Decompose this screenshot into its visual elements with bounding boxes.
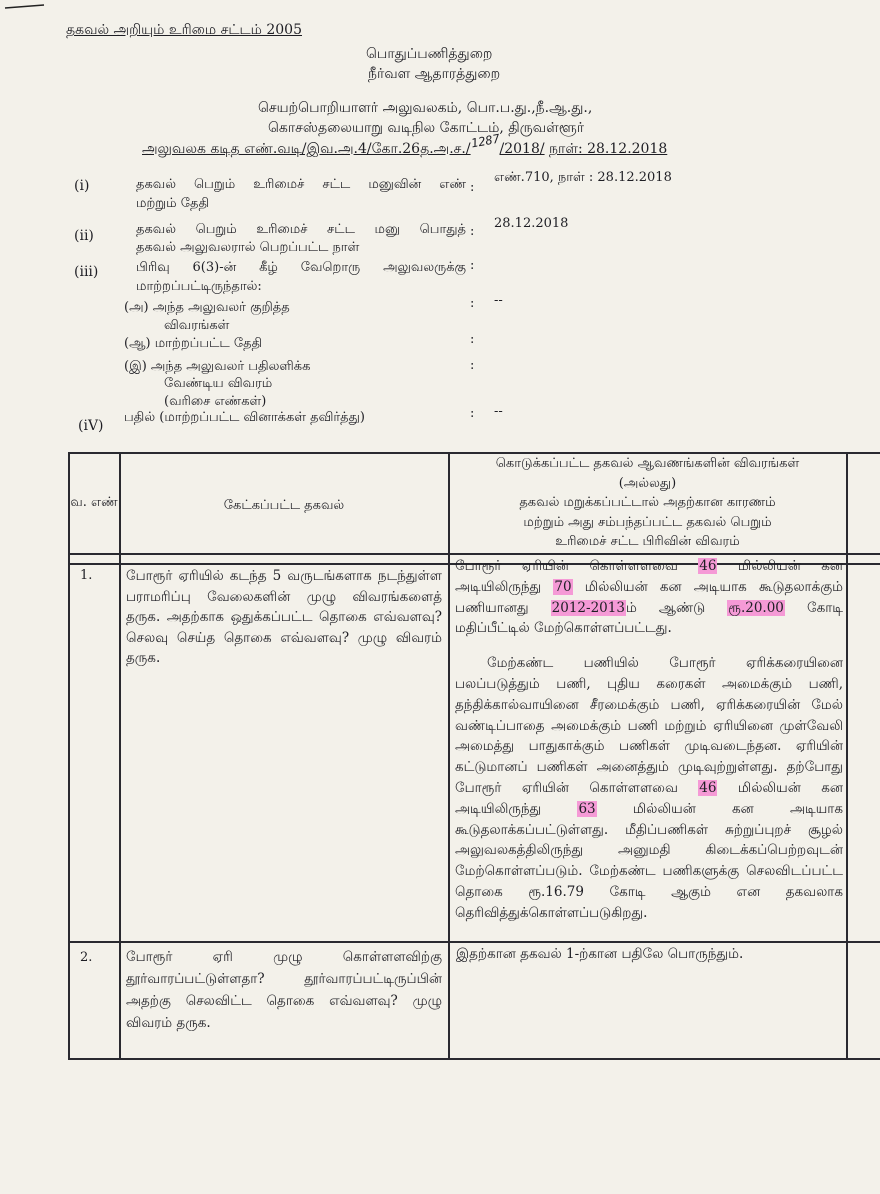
answer-text	[455, 556, 843, 924]
field-number: (i)	[74, 178, 90, 194]
question-text: போரூர் ஏரி முழு கொள்ளளவிற்கு தூர்வாரப்பட்டுள்ளதா? தூர்வாரப்பட்டிருப்பின் அதற்கு செலவிட்ட தொகை எவ்வளவு? முழு விவரம் தருக.	[126, 949, 442, 1031]
column-header-number: வ. எண்	[70, 495, 118, 510]
field-label: பதில் (மாற்றப்பட்ட வினாக்கள் தவிர்த்து)	[124, 410, 365, 425]
field-number: (iV)	[78, 418, 104, 434]
field-label: (இ) அந்த அலுவலர் பதிலளிக்க	[124, 359, 311, 374]
column-header-question: கேட்கப்பட்ட தகவல்	[223, 498, 345, 513]
highlighted-value: 2012-2013	[551, 599, 625, 616]
highlighted-value: 46	[699, 558, 717, 574]
row-number: 2.	[80, 950, 93, 965]
field-colon: :	[470, 358, 475, 373]
department-line-2: நீர்வள ஆதாரத்துறை	[368, 66, 501, 82]
answer-paragraph: மேற்கண்ட பணியில் போரூர் ஏரிக்கரையினை பலப்படுத்தும் பணி, புதிய கரைகள் அமைக்கும் பணி, தந்திக்கால்வாயினை சீரமைக்கும் பணி, ஏரிக்கரையின் மேல் வண்டிப்பாதை அமைக்கும் பணி மற்றும் ஏரியினை முள்வேலி அமைத்து பாதுகாக்கும் பணிகள் முடிவடைந்தன. ஏரியின் கட்டுமானப் பணிகள் அனைத்தும் முடிவுற்றுள்ளது. தற்போது போரூர் ஏரியின் கொள்ளளவை 46 மில்லியன் கன அடியிலிருந்து 63 மில்லியன் கன அடியாக கூடுதலாக்கப்பட்டுள்ளது. மீதிப்பணிகள் சுற்றுப்புறச் சூழல் அலுவலகத்திலிருந்து அனுமதி கிடைக்கப்பெற்றவுடன் மேற்கொள்ளப்படும். மேற்கண்ட பணிகளுக்கு செலவிடப்பட்ட தொகை ரூ.16.79 கோடி ஆகும் என தகவலாக தெரிவித்துக்கொள்ளப்படுகிறது.	[455, 655, 843, 921]
table-border	[846, 452, 848, 1059]
field-label: தகவல் பெறும் உரிமைச் சட்ட மனுவின் எண்	[136, 177, 466, 192]
field-number: (iii)	[74, 264, 99, 280]
row-number: 1.	[80, 568, 93, 583]
table-border	[68, 452, 70, 1059]
answer-paragraph: போரூர் ஏரியின் கொள்ளளவை 46 மில்லியன் கன அடியிலிருந்து 70 மில்லியன் கன அடியாக கூடுதலாக்கும் பணியானது 2012-2013ம் ஆண்டு ரூ.20.00 கோடி மதிப்பீட்டில் மேற்கொள்ளப்பட்டது.	[455, 558, 844, 637]
column-header-line: கொடுக்கப்பட்ட தகவல் ஆவணங்களின் விவரங்கள்	[495, 456, 800, 471]
table-border	[68, 553, 880, 555]
field-label: (வரிசை எண்கள்)	[164, 394, 267, 409]
table-border	[119, 452, 121, 1059]
field-colon: :	[470, 224, 475, 239]
field-value: --	[494, 404, 503, 419]
question-text: போரூர் ஏரியில் கடந்த 5 வருடங்களாக நடந்துள்ள பராமரிப்பு வேலைகளின் முழு விவரங்களைத் தருக. அதற்காக ஒதுக்கப்பட்ட தொகை எவ்வளவு? செலவு செய்த தொகை எவ்வளவு? முழு விவரம் தருக.	[126, 568, 442, 666]
field-colon: :	[470, 332, 475, 347]
field-label: மற்றும் தேதி	[136, 196, 210, 211]
field-label: பிரிவு 6(3)-ன் கீழ் வேறொரு அலுவலருக்கு	[136, 260, 466, 275]
letter-year: /2018/	[499, 141, 545, 157]
pen-mark-icon	[4, 4, 46, 10]
office-line-1: செயற்பொறியாளர் அலுவலகம், பொ.ப.து.,நீ.ஆ.து.,	[258, 100, 593, 116]
field-value: --	[494, 293, 503, 308]
field-colon: :	[470, 258, 475, 273]
column-header-answer	[450, 454, 845, 552]
letter-prefix: அலுவலக கடித எண்.வடி/இவ.அ.4/கோ.26த.அ.ச./	[142, 141, 471, 157]
field-value: 28.12.2018	[494, 216, 569, 231]
column-header-line: உரிமைச் சட்ட பிரிவின் விவரம்	[555, 534, 740, 549]
table-border	[68, 1058, 880, 1060]
field-label: (ஆ) மாற்றப்பட்ட தேதி	[124, 336, 263, 351]
act-title: தகவல் அறியும் உரிமை சட்டம் 2005	[66, 22, 302, 38]
highlighted-value: 63	[578, 800, 596, 817]
letter-reference	[142, 131, 732, 159]
column-header-line: (அல்லது)	[618, 475, 677, 491]
column-header-line: தகவல் மறுக்கப்பட்டால் அதற்கான காரணம்	[519, 495, 776, 510]
field-label: மாற்றப்பட்டிருந்தால்:	[136, 279, 262, 294]
field-number: (ii)	[74, 228, 94, 244]
field-colon: :	[470, 406, 475, 421]
highlighted-value: 46	[699, 779, 717, 796]
department-line-1: பொதுப்பணித்துறை	[366, 46, 493, 62]
column-header-line: மற்றும் அது சம்பந்தப்பட்ட தகவல் பெறும்	[523, 514, 772, 530]
office-line-2: கொசஸ்தலையாறு வடிநில கோட்டம், திருவள்ளூர்	[268, 120, 585, 136]
field-label: தகவல் அலுவலரால் பெறப்பட்ட நாள்	[136, 240, 360, 255]
answer-text: இதற்கான தகவல் 1-ற்கான பதிலே பொருந்தும்.	[456, 946, 744, 962]
field-label: வேண்டிய விவரம்	[164, 376, 273, 391]
letter-date: நாள்: 28.12.2018	[549, 141, 668, 157]
field-value: எண்.710, நாள் : 28.12.2018	[494, 170, 672, 185]
handwritten-number: 1287	[469, 131, 501, 151]
field-colon: :	[470, 296, 475, 311]
highlighted-value: 70	[554, 578, 572, 595]
field-colon: :	[470, 180, 475, 195]
field-label: (அ) அந்த அலுவலர் குறித்த	[124, 300, 290, 315]
field-label: விவரங்கள்	[164, 318, 230, 333]
field-label: தகவல் பெறும் உரிமைச் சட்ட மனு பொதுத்	[136, 222, 466, 237]
highlighted-value: ரூ.20.00	[728, 599, 784, 616]
table-border	[68, 941, 880, 943]
